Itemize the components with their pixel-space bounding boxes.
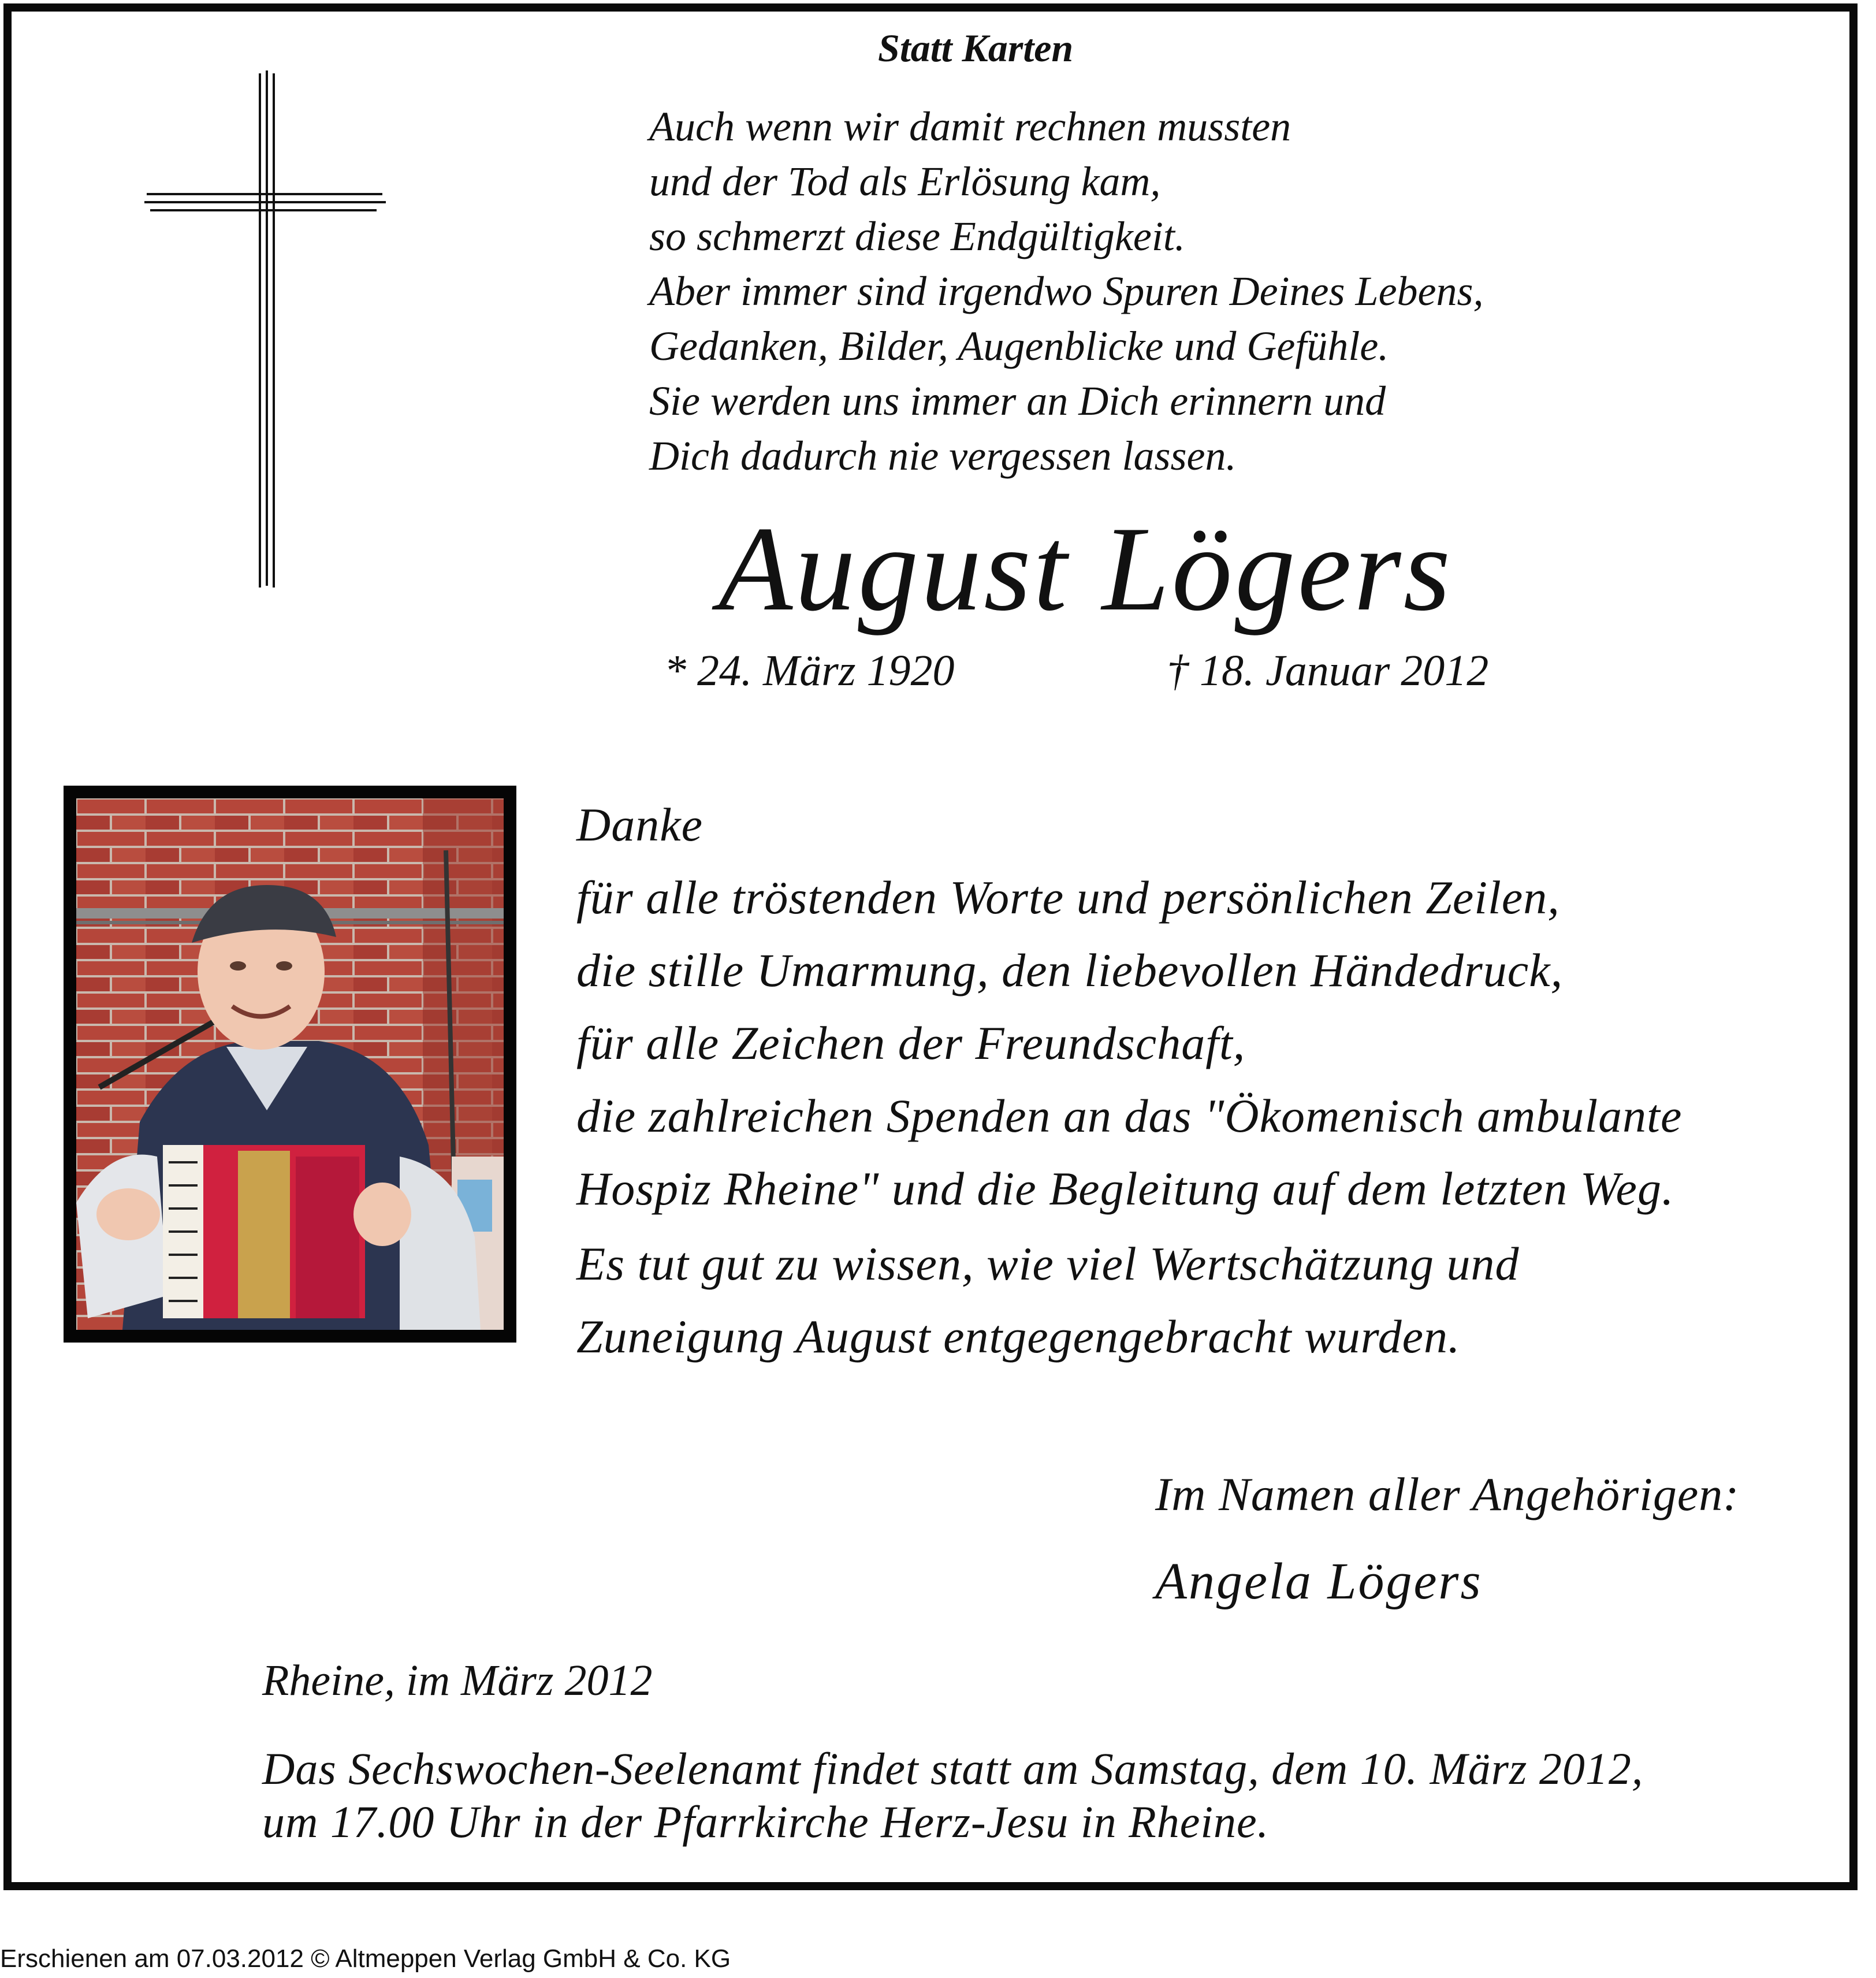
thanks-line: für alle Zeichen der Freundschaft, [576,1017,1246,1069]
place-date: Rheine, im März 2012 [262,1656,653,1705]
birth-date: * 24. März 1920 [664,646,955,695]
cross-icon [144,70,387,590]
notice-line: um 17.00 Uhr in der Pfarrkirche Herz-Jesu in Rheine. [262,1797,1270,1847]
thanks-line: Es tut gut zu wissen, wie viel Wertschätzung und [576,1237,1520,1290]
poem-line: Gedanken, Bilder, Augenblicke und Gefühle. [649,323,1389,369]
thanks-line: die stille Umarmung, den liebevollen Händedruck, [576,944,1564,997]
thanks-line: Danke [576,798,704,851]
thanks-line: die zahlreichen Spenden an das "Ökomenisch ambulante [576,1090,1683,1142]
portrait-photo [64,786,516,1343]
thanks-text [576,789,1682,1373]
death-date: † 18. Januar 2012 [1167,646,1489,695]
poem-line: und der Tod als Erlösung kam, [649,158,1161,205]
thanks-line: für alle tröstenden Worte und persönlichen Zeilen, [576,871,1560,924]
notice-line: Das Sechswochen-Seelenamt findet statt am Samstag, dem 10. März 2012, [262,1743,1644,1794]
header-title: Statt Karten [878,26,1074,70]
signature-behalf: Im Namen aller Angehörigen: [1155,1468,1740,1520]
thanks-line: Hospiz Rheine" und die Begleitung auf dem letzten Weg. [576,1162,1674,1215]
signature-name: Angela Lögers [1155,1553,1483,1610]
poem-line: so schmerzt diese Endgültigkeit. [649,213,1185,259]
portrait-image [76,798,504,1330]
thanks-line: Zuneigung August entgegengebracht wurden. [576,1310,1461,1363]
publication-footer: Erschienen am 07.03.2012 © Altmeppen Verlag GmbH & Co. KG [0,1944,731,1973]
poem-line: Sie werden uns immer an Dich erinnern und [649,378,1386,424]
poem [649,99,1484,484]
poem-line: Auch wenn wir damit rechnen mussten [649,103,1291,150]
poem-line: Aber immer sind irgendwo Spuren Deines Lebens, [649,268,1484,314]
service-notice [262,1742,1643,1849]
poem-line: Dich dadurch nie vergessen lassen. [649,433,1237,479]
deceased-name: August Lögers [719,502,1453,636]
